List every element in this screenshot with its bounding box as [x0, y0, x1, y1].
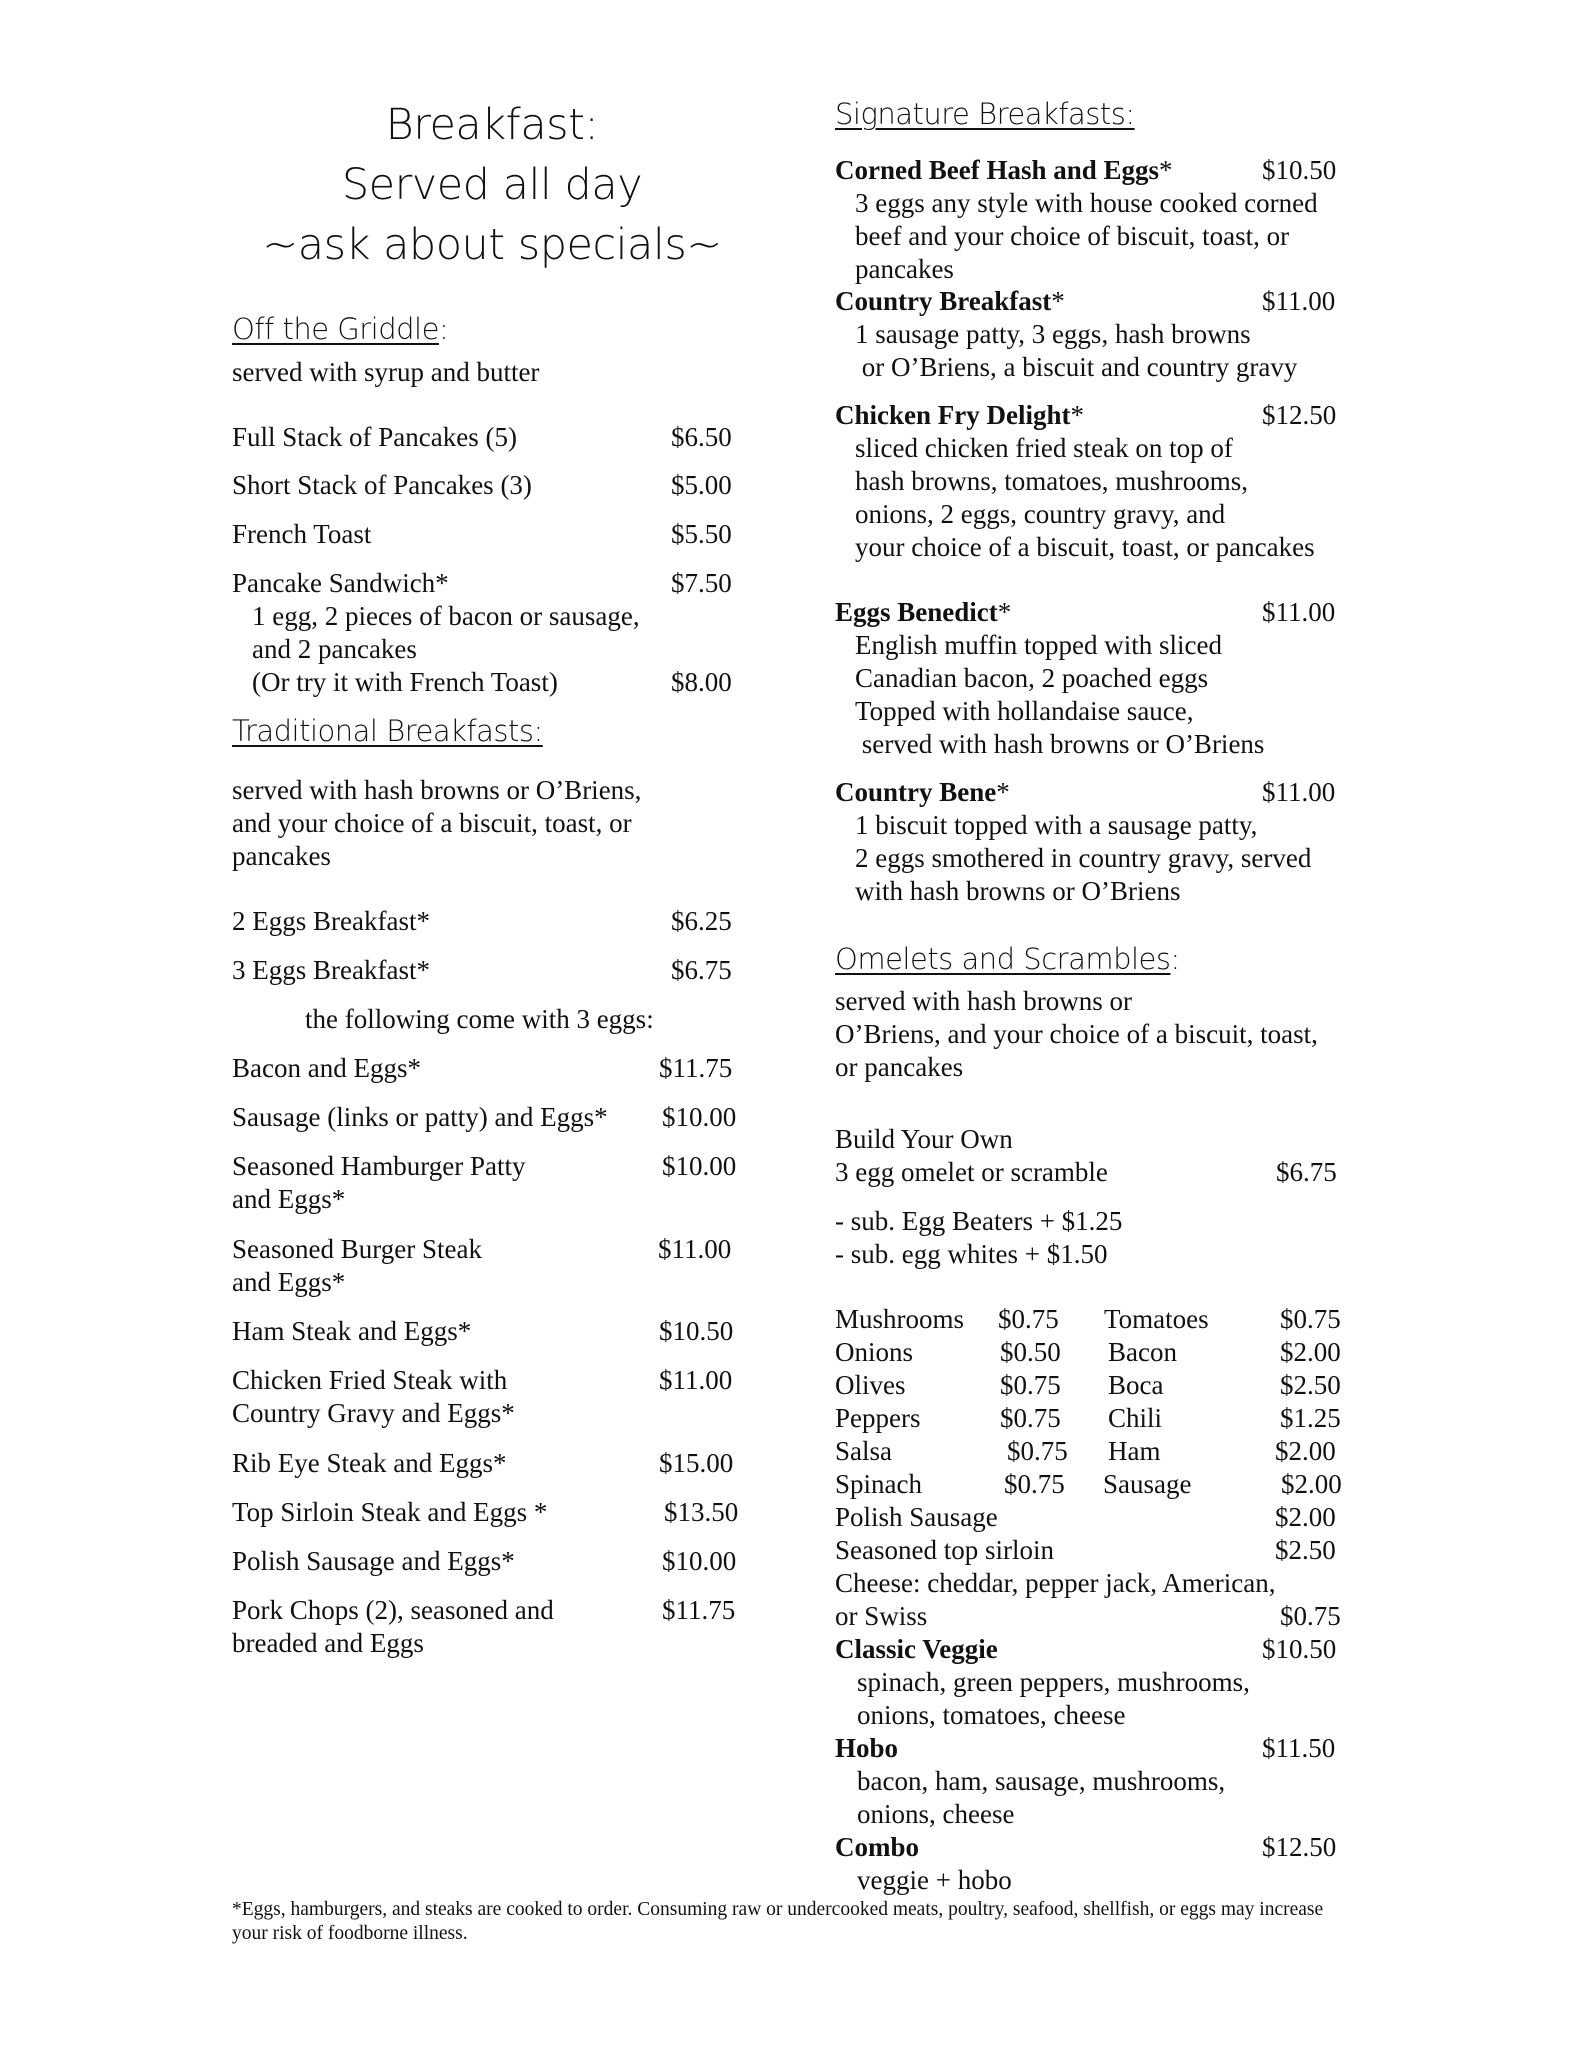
allergy-footnote: *Eggs, hamburgers, and steaks are cooked to order. Consuming raw or undercooked meats, poultry, seafood, shellfish, or eggs may increase your risk of foodborne illness.	[232, 1899, 1324, 1944]
omelet-special-desc: onions, tomatoes, cheese	[857, 1700, 1126, 1730]
addon-price: $2.00	[1281, 1469, 1342, 1499]
egg-item-name: Rib Eye Steak and Eggs*	[232, 1448, 507, 1478]
egg-item-name: Seasoned Hamburger Patty	[232, 1151, 526, 1181]
signature-item-desc: sliced chicken fried steak on top of	[855, 433, 1233, 463]
title-line-1: Breakfast:	[385, 100, 599, 150]
griddle-item-price: $6.50	[671, 422, 732, 452]
griddle-item-name: Short Stack of Pancakes (3)	[232, 470, 532, 500]
addon-price: $2.00	[1275, 1436, 1336, 1466]
egg-item-price: $11.75	[662, 1595, 736, 1625]
griddle-item-price: $5.50	[671, 519, 732, 549]
egg-item-name: Ham Steak and Eggs*	[232, 1316, 472, 1346]
egg-item-name: Sausage (links or patty) and Eggs*	[232, 1102, 608, 1132]
omelet-special-desc: spinach, green peppers, mushrooms,	[857, 1667, 1250, 1697]
addon-name: Ham	[1108, 1436, 1161, 1466]
addon-name: Polish Sausage	[835, 1502, 998, 1532]
signature-item-name: Chicken Fry Delight*	[835, 400, 1084, 430]
griddle-item-name: Full Stack of Pancakes (5)	[232, 422, 517, 452]
traditional-note: and your choice of a biscuit, toast, or	[232, 808, 632, 838]
omelets-note: served with hash browns or	[835, 986, 1132, 1016]
egg-item-price: $13.50	[664, 1497, 739, 1527]
omelet-special-price: $11.50	[1262, 1733, 1336, 1763]
traditional-item-price: $6.75	[671, 955, 732, 985]
griddle-note: served with syrup and butter	[232, 357, 540, 387]
signature-heading: Signature Breakfasts:	[835, 97, 1135, 131]
egg-item-price: $10.00	[662, 1546, 737, 1576]
sandwich-alt: (Or try it with French Toast)	[252, 667, 558, 697]
signature-item-price: $11.00	[1262, 597, 1336, 627]
traditional-item-name: 2 Eggs Breakfast*	[232, 906, 430, 936]
addon-name: Mushrooms	[835, 1304, 965, 1334]
signature-item-desc: 3 eggs any style with house cooked corned	[855, 188, 1318, 218]
signature-item-desc: beef and your choice of biscuit, toast, or	[855, 221, 1290, 251]
substitution: - sub. egg whites + $1.50	[835, 1239, 1108, 1269]
egg-item-name: Chicken Fried Steak with	[232, 1365, 508, 1395]
egg-item-price: $10.00	[662, 1102, 737, 1132]
addon-price: $0.75	[1000, 1370, 1061, 1400]
cheese-price: $0.75	[1280, 1601, 1341, 1631]
addon-name: Onions	[835, 1337, 914, 1367]
egg-item-price: $10.50	[659, 1316, 734, 1346]
griddle-heading: Off the Griddle:	[232, 312, 449, 346]
signature-item-name: Country Bene*	[835, 777, 1010, 807]
following-note: the following come with 3 eggs:	[305, 1004, 654, 1034]
traditional-heading: Traditional Breakfasts:	[232, 714, 543, 748]
addon-name: Bacon	[1108, 1337, 1177, 1367]
traditional-item-price: $6.25	[671, 906, 732, 936]
addon-price: $2.50	[1275, 1535, 1336, 1565]
build-your-own-title: Build Your Own	[835, 1124, 1013, 1154]
signature-item-name: Eggs Benedict*	[835, 597, 1012, 627]
addon-price: $2.50	[1280, 1370, 1341, 1400]
addon-name: Spinach	[835, 1469, 922, 1499]
title-line-2: Served all day	[341, 160, 643, 210]
egg-item-name: Polish Sausage and Eggs*	[232, 1546, 515, 1576]
addon-price: $0.75	[1000, 1403, 1061, 1433]
addon-name: Peppers	[835, 1403, 921, 1433]
addon-price: $0.75	[1280, 1304, 1341, 1334]
griddle-item-price: $5.00	[671, 470, 732, 500]
egg-item-name: Pork Chops (2), seasoned and	[232, 1595, 554, 1625]
griddle-item-name: French Toast	[232, 519, 372, 549]
omelet-special-desc: veggie + hobo	[857, 1865, 1012, 1895]
signature-item-desc: or O’Briens, a biscuit and country gravy	[855, 352, 1298, 382]
traditional-item-name: 3 Eggs Breakfast*	[232, 955, 430, 985]
signature-item-desc: Topped with hollandaise sauce,	[855, 696, 1194, 726]
addon-price: $2.00	[1275, 1502, 1336, 1532]
signature-item-desc: English muffin topped with sliced	[855, 630, 1222, 660]
signature-item-desc: your choice of a biscuit, toast, or pancakes	[855, 532, 1315, 562]
signature-item-desc: Canadian bacon, 2 poached eggs	[855, 663, 1209, 693]
omelet-special-desc: onions, cheese	[857, 1799, 1015, 1829]
omelet-special-price: $10.50	[1262, 1634, 1337, 1664]
addon-name: Tomatoes	[1104, 1304, 1209, 1334]
addon-name: Sausage	[1103, 1469, 1192, 1499]
addon-name: Seasoned top sirloin	[835, 1535, 1054, 1565]
signature-item-desc: hash browns, tomatoes, mushrooms,	[855, 466, 1248, 496]
egg-item-name-line2: and Eggs*	[232, 1184, 346, 1214]
menu-title	[232, 95, 752, 275]
addon-name: Salsa	[835, 1436, 892, 1466]
omelet-special-name: Combo	[835, 1832, 920, 1862]
addon-price: $0.75	[1004, 1469, 1065, 1499]
cheese-options: or Swiss	[835, 1601, 928, 1631]
build-your-own-line: 3 egg omelet or scramble	[835, 1157, 1108, 1187]
sandwich-description: and 2 pancakes	[252, 634, 417, 664]
egg-item-name: Bacon and Eggs*	[232, 1053, 421, 1083]
egg-item-name-line2: Country Gravy and Eggs*	[232, 1398, 515, 1428]
addon-price: $1.25	[1280, 1403, 1341, 1433]
egg-item-name: Top Sirloin Steak and Eggs *	[232, 1497, 548, 1527]
omelet-special-name: Hobo	[835, 1733, 899, 1763]
griddle-item-name: Pancake Sandwich*	[232, 568, 449, 598]
omelets-note: or pancakes	[835, 1052, 964, 1082]
egg-item-name: Seasoned Burger Steak	[232, 1234, 482, 1264]
traditional-note: served with hash browns or O’Briens,	[232, 775, 642, 805]
omelet-special-price: $12.50	[1262, 1832, 1337, 1862]
signature-item-desc: served with hash browns or O’Briens	[855, 729, 1265, 759]
signature-item-desc: pancakes	[855, 254, 954, 284]
substitution: - sub. Egg Beaters + $1.25	[835, 1206, 1123, 1236]
signature-item-price: $12.50	[1262, 400, 1337, 430]
addon-price: $0.75	[1007, 1436, 1068, 1466]
signature-item-price: $11.00	[1262, 777, 1336, 807]
egg-item-price: $11.75	[659, 1053, 733, 1083]
title-line-3: ~ask about specials~	[262, 220, 722, 270]
signature-item-desc: with hash browns or O’Briens	[855, 876, 1181, 906]
addon-price: $2.00	[1280, 1337, 1341, 1367]
signature-item-price: $11.00	[1262, 286, 1336, 316]
egg-item-price: $10.00	[662, 1151, 737, 1181]
addon-name: Boca	[1108, 1370, 1164, 1400]
signature-item-name: Corned Beef Hash and Eggs*	[835, 155, 1173, 185]
addon-price: $0.50	[1000, 1337, 1061, 1367]
signature-item-price: $10.50	[1262, 155, 1337, 185]
omelets-heading: Omelets and Scrambles:	[835, 942, 1180, 976]
build-your-own-price: $6.75	[1276, 1157, 1337, 1187]
signature-item-desc: 2 eggs smothered in country gravy, served	[855, 843, 1312, 873]
griddle-item-price: $7.50	[671, 568, 732, 598]
signature-item-name: Country Breakfast*	[835, 286, 1065, 316]
sandwich-alt-price: $8.00	[671, 667, 732, 697]
egg-item-name-line2: breaded and Eggs	[232, 1628, 424, 1658]
omelet-special-name: Classic Veggie	[835, 1634, 998, 1664]
omelets-note: O’Briens, and your choice of a biscuit, toast,	[835, 1019, 1318, 1049]
egg-item-price: $15.00	[659, 1448, 734, 1478]
cheese-options: Cheese: cheddar, pepper jack, American,	[835, 1568, 1276, 1598]
addon-name: Chili	[1108, 1403, 1163, 1433]
addon-price: $0.75	[998, 1304, 1059, 1334]
signature-item-desc: onions, 2 eggs, country gravy, and	[855, 499, 1226, 529]
traditional-note: pancakes	[232, 841, 331, 871]
signature-item-desc: 1 biscuit topped with a sausage patty,	[855, 810, 1258, 840]
egg-item-name-line2: and Eggs*	[232, 1267, 346, 1297]
egg-item-price: $11.00	[659, 1365, 733, 1395]
addon-name: Olives	[835, 1370, 906, 1400]
signature-item-desc: 1 sausage patty, 3 eggs, hash browns	[855, 319, 1251, 349]
omelet-special-desc: bacon, ham, sausage, mushrooms,	[857, 1766, 1226, 1796]
sandwich-description: 1 egg, 2 pieces of bacon or sausage,	[252, 601, 640, 631]
egg-item-price: $11.00	[658, 1234, 732, 1264]
